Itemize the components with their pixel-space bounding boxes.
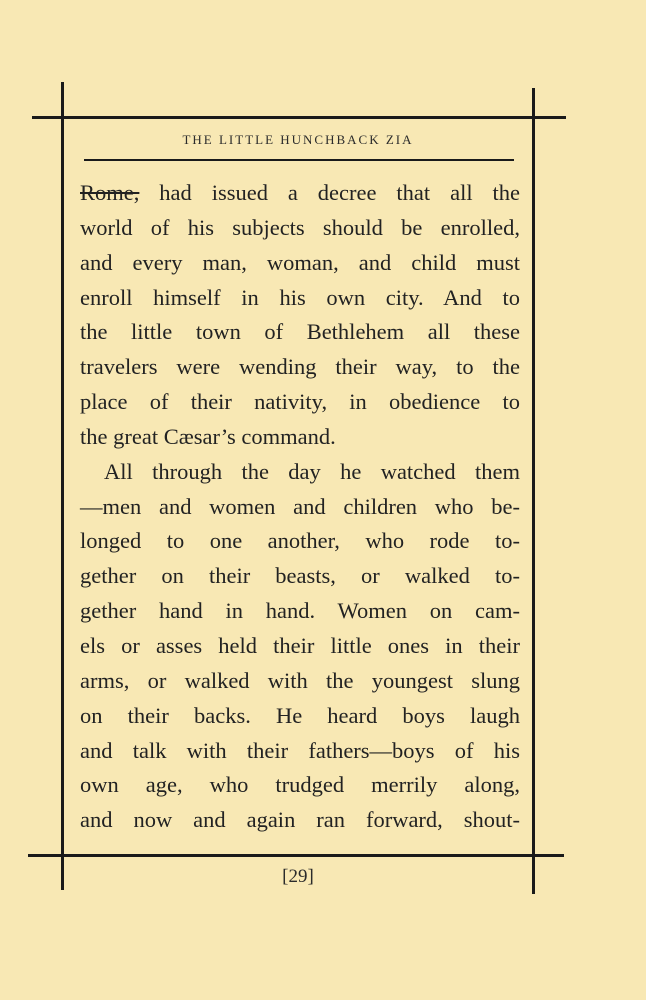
- text-line: and talk with their fathers—boys of his: [80, 737, 520, 763]
- page-number: [29]: [282, 866, 314, 887]
- text-line: els or asses held their little ones in their: [80, 632, 520, 658]
- text-line: enroll himself in his own city. And to: [80, 284, 520, 310]
- text-line: own age, who trudged merrily along,: [80, 772, 520, 798]
- text-line: and now and again ran forward, shout-: [80, 807, 520, 833]
- page-body: [80, 176, 520, 838]
- text-line: [80, 176, 520, 211]
- frame-left-line: [61, 82, 64, 890]
- running-head: THE LITTLE HUNCHBACK ZIA: [182, 132, 414, 147]
- text-line: longed to one another, who rode to-: [80, 528, 520, 554]
- text-line: —men and women and children who be-: [80, 493, 520, 519]
- text-line: gether hand in hand. Women on cam-: [80, 598, 520, 624]
- text-line: on their backs. He heard boys laugh: [80, 702, 520, 728]
- text-line: arms, or walked with the youngest slung: [80, 667, 520, 693]
- text-line: All through the day he watched them: [104, 458, 520, 484]
- text-line: place of their nativity, in obedience to: [80, 389, 520, 415]
- text-line: world of his subjects should be enrolled,: [80, 214, 520, 240]
- frame-top-line: [32, 116, 566, 119]
- struck-word: Rome,: [80, 180, 140, 205]
- text-line: and every man, woman, and child must: [80, 249, 520, 275]
- frame-right-line: [532, 88, 535, 894]
- header-underline: [84, 159, 514, 161]
- text-line: travelers were wending their way, to the: [80, 354, 520, 380]
- text-line: the little town of Bethlehem all these: [80, 319, 520, 345]
- frame-bottom-line: [28, 854, 564, 857]
- text-line: the great Cæsar’s command.: [80, 423, 336, 449]
- text-line: gether on their beasts, or walked to-: [80, 563, 520, 589]
- text-fragment: had issued a decree that all the: [139, 180, 520, 205]
